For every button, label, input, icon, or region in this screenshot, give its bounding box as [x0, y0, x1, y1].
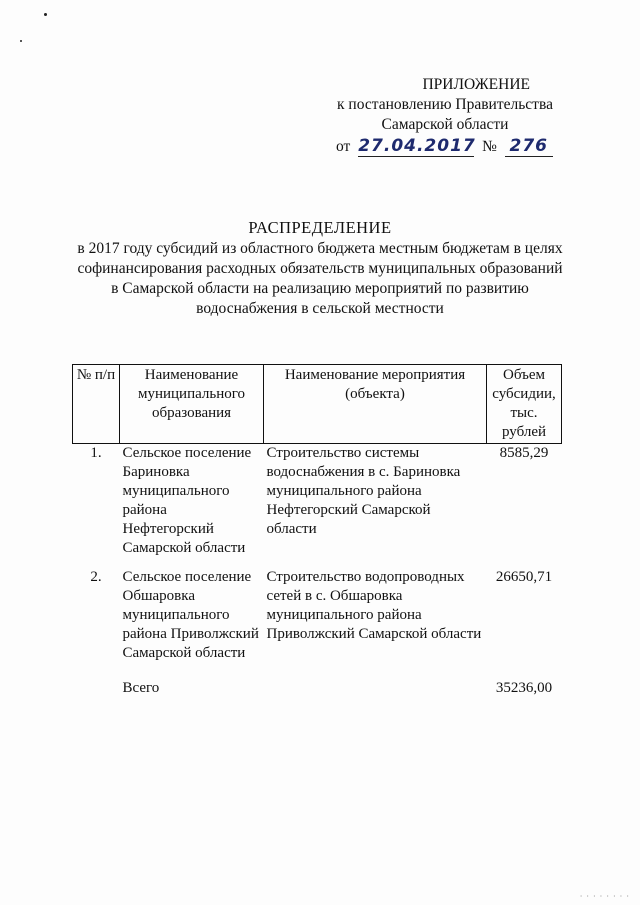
row-event: Строительство системы водоснабжения в с. Бариновка муниципального района Нефтегорский Самарской области — [266, 445, 461, 537]
document-heading — [60, 218, 580, 319]
scan-speck — [44, 13, 47, 16]
total-empty — [73, 663, 120, 698]
total-empty — [264, 663, 487, 698]
handwritten-date: 27.04.2017 — [358, 136, 476, 156]
row-amount: 8585,29 — [499, 445, 549, 461]
total-row — [73, 663, 562, 698]
appendix-block — [330, 75, 560, 157]
row-event: Строительство водопроводных сетей в с. Обшаровка муниципального района Приволжский Самарской области — [266, 569, 482, 642]
header-event: Наименование мероприятия (объекта) — [264, 365, 487, 444]
heading-line: в 2017 году субсидий из областного бюджета местным бюджетам в целях — [77, 240, 563, 257]
number-prefix: № — [482, 138, 497, 155]
appendix-line-2: Самарской области — [381, 116, 509, 133]
row-municipality: Сельское поселение Обшаровка муниципального района Приволжский Самарской области — [122, 569, 259, 661]
table-header-row — [73, 365, 562, 444]
heading-line: в Самарской области на реализацию мероприятий по развитию — [111, 280, 529, 297]
header-municipality: Наименование муниципального образования — [120, 365, 264, 444]
row-amount: 26650,71 — [495, 569, 553, 585]
header-amount: Объем субсидии, тыс. рублей — [487, 365, 562, 444]
total-label: Всего — [122, 680, 160, 696]
total-amount: 35236,00 — [495, 680, 553, 696]
row-num: 2. — [90, 569, 102, 585]
date-number-line — [330, 136, 560, 157]
heading-line: софинансирования расходных обязательств муниципальных образований — [77, 260, 563, 277]
appendix-title: ПРИЛОЖЕНИЕ — [422, 76, 530, 93]
heading-line: водоснабжения в сельской местности — [196, 300, 444, 317]
appendix-line-1: к постановлению Правительства — [337, 96, 553, 113]
subsidy-table — [72, 364, 562, 698]
heading-title: РАСПРЕДЕЛЕНИЕ — [248, 218, 392, 237]
handwritten-number: 276 — [505, 136, 553, 157]
table-row — [73, 568, 562, 663]
scan-edge-dots: · · · · · · · · — [579, 892, 630, 901]
row-num: 1. — [90, 445, 102, 461]
date-prefix: от — [336, 138, 351, 155]
row-municipality: Сельское поселение Бариновка муниципального района Нефтегорский Самарской области — [122, 445, 252, 556]
scan-speck — [20, 40, 22, 42]
table-row — [73, 444, 562, 569]
header-num: № п/п — [73, 365, 120, 444]
